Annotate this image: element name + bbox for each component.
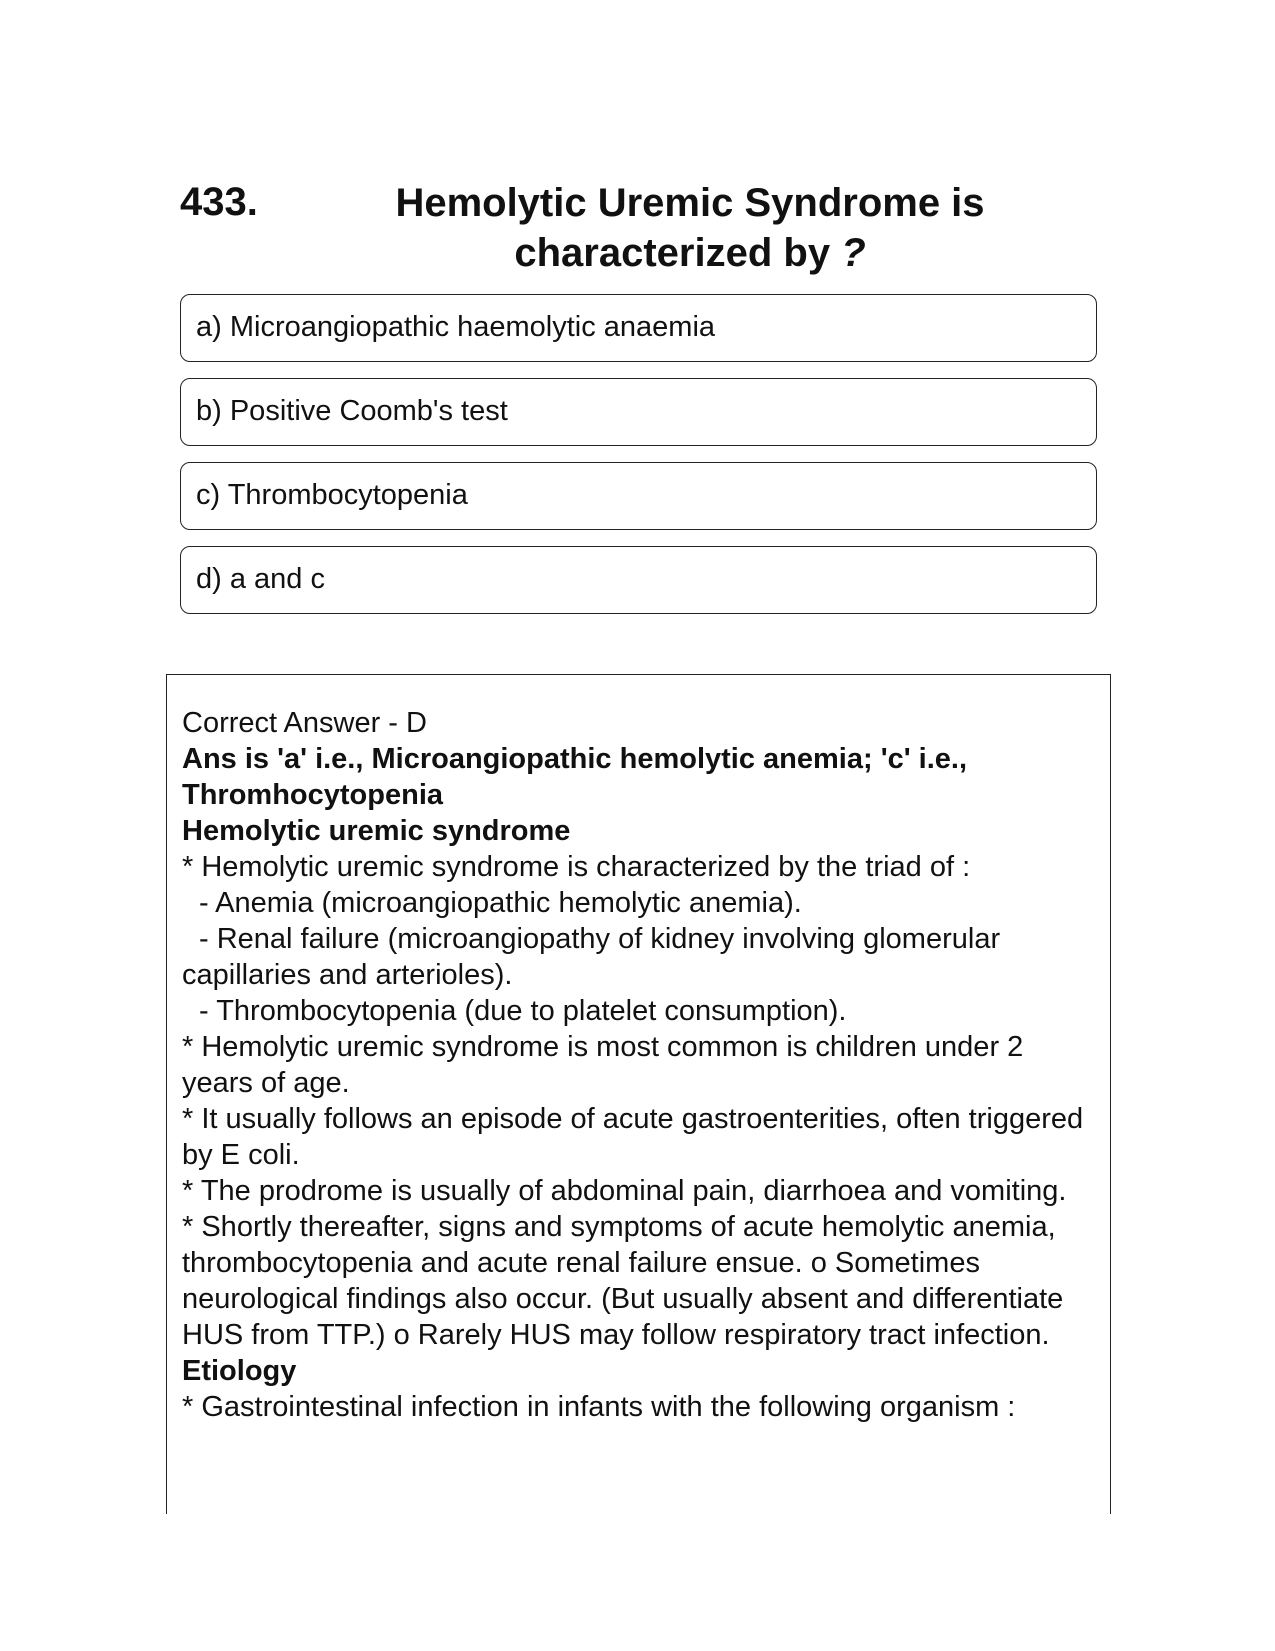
question-title-line2-wrap bbox=[330, 228, 1050, 278]
options-list bbox=[180, 294, 1097, 630]
explanation-point: * Gastrointestinal infection in infants with the following organism : bbox=[182, 1391, 1016, 1423]
explanation-point: * Hemolytic uremic syndrome is most common is children under 2 years of age. bbox=[182, 1031, 1024, 1099]
question-title bbox=[330, 178, 1050, 278]
question-title-line1: Hemolytic Uremic Syndrome is bbox=[395, 181, 985, 225]
correct-answer: Correct Answer - D bbox=[182, 707, 427, 739]
answer-summary: Ans is 'a' i.e., Microangiopathic hemolytic anemia; 'c' i.e., Thromhocytopenia bbox=[182, 743, 968, 811]
explanation-point: * Hemolytic uremic syndrome is characterized by the triad of : bbox=[182, 851, 971, 883]
question-number: 433. bbox=[180, 180, 258, 224]
explanation-point: * It usually follows an episode of acute gastroenterities, often triggered by E coli. bbox=[182, 1103, 1084, 1171]
option-b[interactable]: b) Positive Coomb's test bbox=[180, 378, 1097, 446]
answer-content bbox=[167, 675, 1110, 1425]
question-title-line2: characterized by bbox=[514, 231, 831, 275]
question-mark: ? bbox=[841, 231, 866, 275]
section-heading-hus: Hemolytic uremic syndrome bbox=[182, 815, 571, 847]
option-d[interactable]: d) a and c bbox=[180, 546, 1097, 614]
option-c[interactable]: c) Thrombocytopenia bbox=[180, 462, 1097, 530]
triad-item-renal-failure bbox=[182, 921, 1096, 993]
triad-item-thrombocytopenia: - Thrombocytopenia (due to platelet consumption). bbox=[199, 995, 847, 1027]
option-a[interactable]: a) Microangiopathic haemolytic anaemia bbox=[180, 294, 1097, 362]
triad-item-anemia: - Anemia (microangiopathic hemolytic anemia). bbox=[199, 887, 802, 919]
answer-explanation-box bbox=[166, 674, 1111, 1514]
explanation-point: * Shortly thereafter, signs and symptoms of acute hemolytic anemia, thrombocytopenia and acute renal failure ensue. o Sometimes neurological findings also occur. (But usually absent and differentiate HUS from TTP.) o Rarely HUS may follow respiratory tract infection. bbox=[182, 1211, 1064, 1351]
explanation-point: * The prodrome is usually of abdominal pain, diarrhoea and vomiting. bbox=[182, 1175, 1067, 1207]
triad-item-renal-failure-text: - Renal failure (microangiopathy of kidney involving glomerular capillaries and arterioles). bbox=[182, 923, 1001, 991]
section-heading-etiology: Etiology bbox=[182, 1355, 297, 1387]
